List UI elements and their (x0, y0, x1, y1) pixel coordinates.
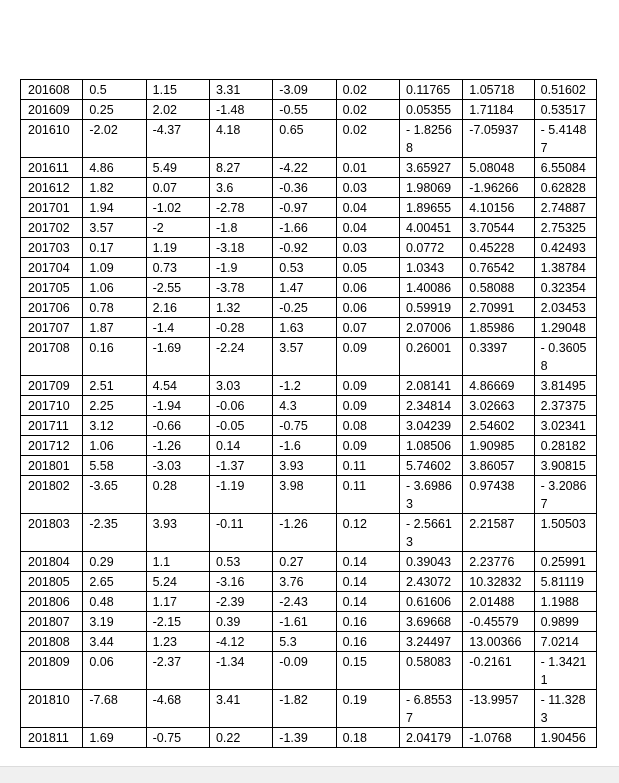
value-cell: 0.06 (336, 278, 399, 298)
value-cell: 0.0772 (399, 238, 462, 258)
value-cell: 0.65 (273, 120, 336, 158)
value-cell: 1.09 (83, 258, 146, 278)
value-cell: 0.16 (83, 338, 146, 376)
value-cell: 0.07 (146, 178, 209, 198)
value-cell: 0.05 (336, 258, 399, 278)
value-cell: 5.24 (146, 572, 209, 592)
value-cell: 4.10156 (463, 198, 534, 218)
value-cell: 3.65927 (399, 158, 462, 178)
value-cell: 2.04179 (399, 728, 462, 748)
value-cell: 1.82 (83, 178, 146, 198)
value-cell: -4.37 (146, 120, 209, 158)
value-cell: 2.65 (83, 572, 146, 592)
value-cell: 0.32354 (534, 278, 596, 298)
value-cell: 1.90985 (463, 436, 534, 456)
value-cell: 0.59919 (399, 298, 462, 318)
value-cell: 1.94 (83, 198, 146, 218)
value-cell: 1.90456 (534, 728, 596, 748)
value-cell: -3.09 (273, 80, 336, 100)
value-cell: 0.62828 (534, 178, 596, 198)
value-cell: 2.21587 (463, 514, 534, 552)
value-cell: - 6.85537 (399, 690, 462, 728)
period-cell: 201710 (21, 396, 83, 416)
value-cell: -0.36 (273, 178, 336, 198)
value-cell: -2.24 (209, 338, 272, 376)
value-cell: -1.9 (209, 258, 272, 278)
value-cell: 0.45228 (463, 238, 534, 258)
value-cell: 3.44 (83, 632, 146, 652)
data-table (20, 79, 597, 748)
value-cell: 2.25 (83, 396, 146, 416)
value-cell: 0.28 (146, 476, 209, 514)
value-cell: 2.01488 (463, 592, 534, 612)
table-row (21, 632, 597, 652)
value-cell: 0.09 (336, 396, 399, 416)
period-cell: 201703 (21, 238, 83, 258)
value-cell: 0.48 (83, 592, 146, 612)
value-cell: 2.54602 (463, 416, 534, 436)
value-cell: -1.26 (273, 514, 336, 552)
table-row (21, 396, 597, 416)
period-cell: 201611 (21, 158, 83, 178)
table-row (21, 612, 597, 632)
value-cell: -2.37 (146, 652, 209, 690)
value-cell: 0.03 (336, 238, 399, 258)
value-cell: -1.8 (209, 218, 272, 238)
value-cell: 0.16 (336, 632, 399, 652)
table-row (21, 298, 597, 318)
value-cell: 2.08141 (399, 376, 462, 396)
value-cell: -4.68 (146, 690, 209, 728)
value-cell: 0.14 (209, 436, 272, 456)
value-cell: 5.74602 (399, 456, 462, 476)
value-cell: 3.57 (83, 218, 146, 238)
table-row (21, 476, 597, 514)
value-cell: 3.02663 (463, 396, 534, 416)
period-cell: 201810 (21, 690, 83, 728)
value-cell: -0.66 (146, 416, 209, 436)
value-cell: -1.26 (146, 436, 209, 456)
period-cell: 201708 (21, 338, 83, 376)
value-cell: -0.45579 (463, 612, 534, 632)
value-cell: 5.49 (146, 158, 209, 178)
value-cell: 0.04 (336, 198, 399, 218)
period-cell: 201702 (21, 218, 83, 238)
status-bar (0, 766, 619, 783)
value-cell: 0.28182 (534, 436, 596, 456)
table-row (21, 100, 597, 120)
value-cell: 0.25 (83, 100, 146, 120)
value-cell: 3.03 (209, 376, 272, 396)
value-cell: -2.35 (83, 514, 146, 552)
value-cell: -1.48 (209, 100, 272, 120)
value-cell: 1.19 (146, 238, 209, 258)
value-cell: 0.06 (336, 298, 399, 318)
table-row (21, 436, 597, 456)
value-cell: 1.85986 (463, 318, 534, 338)
value-cell: 2.16 (146, 298, 209, 318)
value-cell: 2.51 (83, 376, 146, 396)
value-cell: 1.06 (83, 436, 146, 456)
value-cell: 5.81119 (534, 572, 596, 592)
table-row (21, 572, 597, 592)
value-cell: 1.23 (146, 632, 209, 652)
table-row (21, 552, 597, 572)
value-cell: -0.2161 (463, 652, 534, 690)
value-cell: 1.50503 (534, 514, 596, 552)
value-cell: 7.0214 (534, 632, 596, 652)
value-cell: -1.2 (273, 376, 336, 396)
value-cell: 4.00451 (399, 218, 462, 238)
value-cell: 0.01 (336, 158, 399, 178)
period-cell: 201712 (21, 436, 83, 456)
value-cell: -1.96266 (463, 178, 534, 198)
value-cell: 2.74887 (534, 198, 596, 218)
value-cell: 1.08506 (399, 436, 462, 456)
value-cell: -2.02 (83, 120, 146, 158)
value-cell: 0.39 (209, 612, 272, 632)
period-cell: 201804 (21, 552, 83, 572)
period-cell: 201811 (21, 728, 83, 748)
value-cell: 3.76 (273, 572, 336, 592)
value-cell: 0.18 (336, 728, 399, 748)
value-cell: 1.1 (146, 552, 209, 572)
value-cell: 0.12 (336, 514, 399, 552)
value-cell: 0.58088 (463, 278, 534, 298)
table-body (21, 80, 597, 748)
value-cell: 0.3397 (463, 338, 534, 376)
value-cell: 2.43072 (399, 572, 462, 592)
value-cell: 0.58083 (399, 652, 462, 690)
value-cell: 3.90815 (534, 456, 596, 476)
value-cell: 0.07 (336, 318, 399, 338)
value-cell: -3.65 (83, 476, 146, 514)
value-cell: -1.34 (209, 652, 272, 690)
value-cell: -0.75 (273, 416, 336, 436)
value-cell: 0.14 (336, 592, 399, 612)
value-cell: -2.15 (146, 612, 209, 632)
value-cell: 0.14 (336, 572, 399, 592)
table-row (21, 652, 597, 690)
value-cell: -1.0768 (463, 728, 534, 748)
table-row (21, 690, 597, 728)
value-cell: 3.69668 (399, 612, 462, 632)
value-cell: -2.55 (146, 278, 209, 298)
value-cell: - 5.41487 (534, 120, 596, 158)
value-cell: 6.55084 (534, 158, 596, 178)
value-cell: -3.18 (209, 238, 272, 258)
value-cell: 1.0343 (399, 258, 462, 278)
value-cell: -4.12 (209, 632, 272, 652)
value-cell: 0.53 (209, 552, 272, 572)
table-row (21, 728, 597, 748)
value-cell: 1.32 (209, 298, 272, 318)
value-cell: 1.1988 (534, 592, 596, 612)
table-row (21, 198, 597, 218)
value-cell: 3.98 (273, 476, 336, 514)
period-cell: 201610 (21, 120, 83, 158)
period-cell: 201802 (21, 476, 83, 514)
period-cell: 201608 (21, 80, 83, 100)
period-cell: 201801 (21, 456, 83, 476)
value-cell: 0.04 (336, 218, 399, 238)
value-cell: 0.22 (209, 728, 272, 748)
value-cell: 3.57 (273, 338, 336, 376)
value-cell: -13.9957 (463, 690, 534, 728)
table-row (21, 158, 597, 178)
value-cell: 1.40086 (399, 278, 462, 298)
value-cell: 3.12 (83, 416, 146, 436)
value-cell: 0.78 (83, 298, 146, 318)
value-cell: -0.05 (209, 416, 272, 436)
value-cell: 1.98069 (399, 178, 462, 198)
value-cell: -3.03 (146, 456, 209, 476)
value-cell: 3.86057 (463, 456, 534, 476)
table-row (21, 456, 597, 476)
value-cell: -1.39 (273, 728, 336, 748)
value-cell: 3.93 (273, 456, 336, 476)
value-cell: -0.25 (273, 298, 336, 318)
value-cell: - 3.69863 (399, 476, 462, 514)
period-cell: 201705 (21, 278, 83, 298)
value-cell: 4.18 (209, 120, 272, 158)
period-cell: 201704 (21, 258, 83, 278)
value-cell: 2.34814 (399, 396, 462, 416)
period-cell: 201709 (21, 376, 83, 396)
value-cell: 0.02 (336, 100, 399, 120)
value-cell: 0.5 (83, 80, 146, 100)
value-cell: 3.19 (83, 612, 146, 632)
value-cell: -1.37 (209, 456, 272, 476)
table-row (21, 120, 597, 158)
value-cell: 2.03453 (534, 298, 596, 318)
value-cell: -1.19 (209, 476, 272, 514)
table-row (21, 514, 597, 552)
value-cell: - 0.36058 (534, 338, 596, 376)
period-cell: 201612 (21, 178, 83, 198)
value-cell: 0.26001 (399, 338, 462, 376)
value-cell: 0.9899 (534, 612, 596, 632)
value-cell: 3.41 (209, 690, 272, 728)
table-row (21, 80, 597, 100)
table-row (21, 218, 597, 238)
value-cell: -0.92 (273, 238, 336, 258)
value-cell: - 1.82568 (399, 120, 462, 158)
value-cell: 3.6 (209, 178, 272, 198)
value-cell: 5.3 (273, 632, 336, 652)
value-cell: 0.06 (83, 652, 146, 690)
value-cell: 5.08048 (463, 158, 534, 178)
value-cell: 4.86 (83, 158, 146, 178)
value-cell: -0.06 (209, 396, 272, 416)
value-cell: -3.78 (209, 278, 272, 298)
value-cell: 3.24497 (399, 632, 462, 652)
value-cell: -1.6 (273, 436, 336, 456)
period-cell: 201711 (21, 416, 83, 436)
value-cell: - 11.3283 (534, 690, 596, 728)
value-cell: -0.28 (209, 318, 272, 338)
value-cell: 1.47 (273, 278, 336, 298)
value-cell: 0.61606 (399, 592, 462, 612)
value-cell: -0.11 (209, 514, 272, 552)
value-cell: 1.15 (146, 80, 209, 100)
table-row (21, 338, 597, 376)
value-cell: 1.89655 (399, 198, 462, 218)
period-cell: 201803 (21, 514, 83, 552)
value-cell: 0.15 (336, 652, 399, 690)
value-cell: 1.38784 (534, 258, 596, 278)
table-row (21, 592, 597, 612)
period-cell: 201806 (21, 592, 83, 612)
value-cell: -1.4 (146, 318, 209, 338)
value-cell: -2.78 (209, 198, 272, 218)
value-cell: 3.81495 (534, 376, 596, 396)
value-cell: 0.05355 (399, 100, 462, 120)
value-cell: 0.11 (336, 456, 399, 476)
value-cell: 0.29 (83, 552, 146, 572)
table-row (21, 178, 597, 198)
table-row (21, 376, 597, 396)
table-row (21, 278, 597, 298)
value-cell: -1.61 (273, 612, 336, 632)
value-cell: 0.53517 (534, 100, 596, 120)
value-cell: 3.02341 (534, 416, 596, 436)
value-cell: 0.76542 (463, 258, 534, 278)
value-cell: -0.97 (273, 198, 336, 218)
value-cell: -1.66 (273, 218, 336, 238)
value-cell: 1.69 (83, 728, 146, 748)
value-cell: 0.39043 (399, 552, 462, 572)
value-cell: 2.07006 (399, 318, 462, 338)
table-row (21, 238, 597, 258)
table-row (21, 258, 597, 278)
value-cell: -0.75 (146, 728, 209, 748)
value-cell: 0.51602 (534, 80, 596, 100)
value-cell: 1.06 (83, 278, 146, 298)
value-cell: 0.16 (336, 612, 399, 632)
value-cell: 0.27 (273, 552, 336, 572)
value-cell: -1.02 (146, 198, 209, 218)
value-cell: 1.29048 (534, 318, 596, 338)
value-cell: 0.19 (336, 690, 399, 728)
value-cell: 0.03 (336, 178, 399, 198)
value-cell: 3.31 (209, 80, 272, 100)
period-cell: 201707 (21, 318, 83, 338)
value-cell: 0.42493 (534, 238, 596, 258)
value-cell: -2.43 (273, 592, 336, 612)
value-cell: 4.3 (273, 396, 336, 416)
table-row (21, 416, 597, 436)
value-cell: 1.05718 (463, 80, 534, 100)
value-cell: -1.69 (146, 338, 209, 376)
value-cell: 1.17 (146, 592, 209, 612)
value-cell: -2 (146, 218, 209, 238)
value-cell: 13.00366 (463, 632, 534, 652)
period-cell: 201807 (21, 612, 83, 632)
value-cell: 2.70991 (463, 298, 534, 318)
value-cell: 0.14 (336, 552, 399, 572)
value-cell: -0.55 (273, 100, 336, 120)
value-cell: 4.86669 (463, 376, 534, 396)
value-cell: 0.73 (146, 258, 209, 278)
value-cell: 0.09 (336, 338, 399, 376)
value-cell: 0.97438 (463, 476, 534, 514)
value-cell: 2.75325 (534, 218, 596, 238)
value-cell: 3.70544 (463, 218, 534, 238)
value-cell: 0.09 (336, 436, 399, 456)
value-cell: -7.68 (83, 690, 146, 728)
value-cell: 0.53 (273, 258, 336, 278)
value-cell: -2.39 (209, 592, 272, 612)
value-cell: -1.94 (146, 396, 209, 416)
value-cell: 0.02 (336, 80, 399, 100)
value-cell: 0.17 (83, 238, 146, 258)
value-cell: -0.09 (273, 652, 336, 690)
value-cell: 0.08 (336, 416, 399, 436)
value-cell: 5.58 (83, 456, 146, 476)
value-cell: 0.09 (336, 376, 399, 396)
value-cell: 1.87 (83, 318, 146, 338)
value-cell: 3.04239 (399, 416, 462, 436)
value-cell: 0.02 (336, 120, 399, 158)
value-cell: 1.71184 (463, 100, 534, 120)
value-cell: -1.82 (273, 690, 336, 728)
period-cell: 201701 (21, 198, 83, 218)
value-cell: 0.11765 (399, 80, 462, 100)
period-cell: 201808 (21, 632, 83, 652)
period-cell: 201706 (21, 298, 83, 318)
value-cell: 2.02 (146, 100, 209, 120)
value-cell: -4.22 (273, 158, 336, 178)
value-cell: -7.05937 (463, 120, 534, 158)
value-cell: 2.23776 (463, 552, 534, 572)
value-cell: 8.27 (209, 158, 272, 178)
value-cell: 4.54 (146, 376, 209, 396)
period-cell: 201809 (21, 652, 83, 690)
value-cell: - 3.20867 (534, 476, 596, 514)
value-cell: 0.11 (336, 476, 399, 514)
value-cell: 2.37375 (534, 396, 596, 416)
value-cell: 1.63 (273, 318, 336, 338)
table-row (21, 318, 597, 338)
value-cell: 0.25991 (534, 552, 596, 572)
value-cell: 3.93 (146, 514, 209, 552)
value-cell: - 1.34211 (534, 652, 596, 690)
value-cell: -3.16 (209, 572, 272, 592)
value-cell: 10.32832 (463, 572, 534, 592)
period-cell: 201805 (21, 572, 83, 592)
value-cell: - 2.56613 (399, 514, 462, 552)
period-cell: 201609 (21, 100, 83, 120)
